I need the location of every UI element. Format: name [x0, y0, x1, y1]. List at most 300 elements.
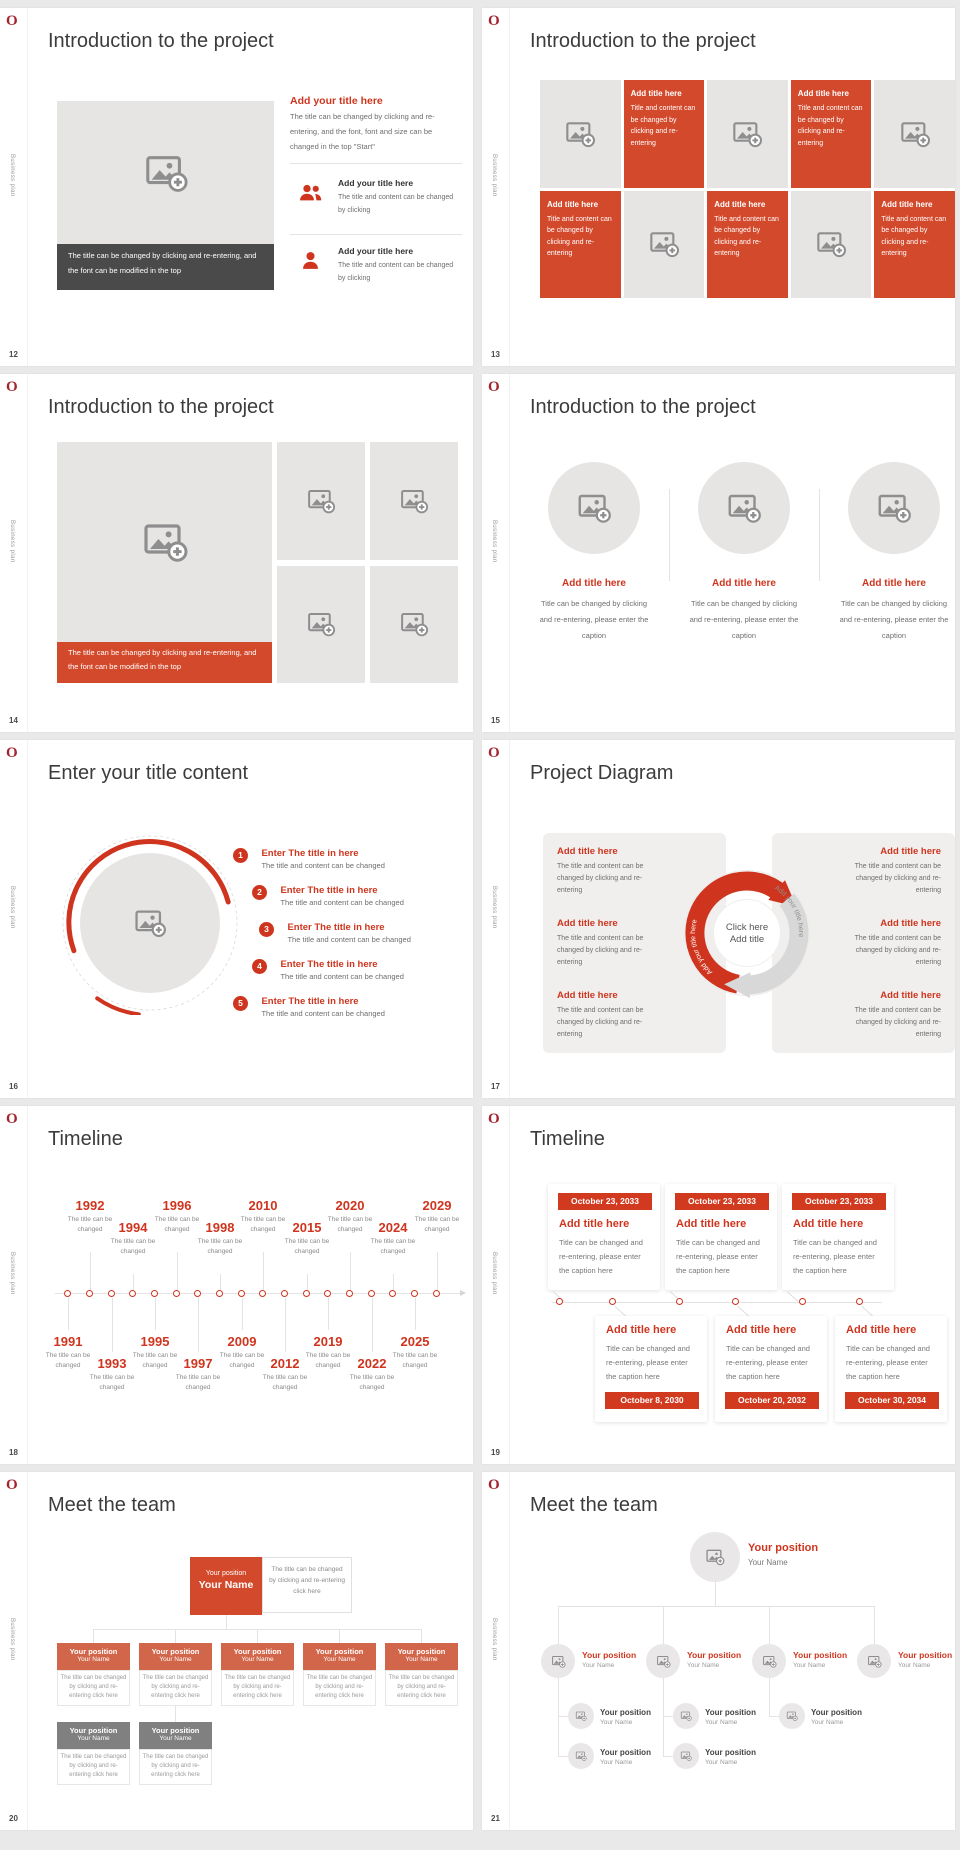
numbered-item [259, 922, 411, 947]
cell-body: Title and content can be changed by clicking and re-entering [547, 215, 612, 258]
timeline-dot [86, 1290, 93, 1297]
org-member-box [139, 1643, 212, 1670]
image-placeholder [848, 462, 940, 554]
item-title: Enter The title in here [287, 922, 385, 933]
connector-line [372, 1298, 373, 1352]
cell-body: Title and content can be changed by clicking and re-entering [881, 215, 947, 258]
step-number-badge: 5 [233, 996, 248, 1011]
item-title: Enter The title in here [261, 996, 359, 1007]
avatar [690, 1532, 740, 1582]
year-label: 2024 [378, 1220, 408, 1235]
year-caption: The title can be changed [392, 1352, 438, 1370]
grid-text-cell [791, 80, 872, 188]
timeline-entry [384, 1334, 446, 1372]
image-placeholder [548, 462, 640, 554]
connector-line [198, 1298, 199, 1352]
connector-line [558, 1606, 874, 1607]
connector-line [257, 1629, 258, 1643]
slide-number: 18 [9, 1448, 18, 1457]
column-body: Title can be changed by clicking and re-entering, please enter the caption [539, 599, 649, 640]
position-label: Your position [600, 1708, 651, 1717]
connector-line [437, 1252, 438, 1290]
org-member-box-gray [57, 1722, 130, 1749]
slide-title: Meet the team [48, 1494, 176, 1516]
image-placeholder-icon [399, 609, 429, 639]
name-label: Your Name [198, 1579, 254, 1591]
date-badge: October 8, 2030 [605, 1392, 699, 1409]
year-caption: The title can be changed [89, 1374, 135, 1392]
team-icon [298, 182, 323, 203]
position-label: Your position [69, 1647, 118, 1656]
position-label: Your position [233, 1647, 282, 1656]
year-label: 1997 [183, 1356, 213, 1371]
year-label: 1994 [118, 1220, 148, 1235]
position-label: Your position [582, 1650, 637, 1660]
image-placeholder-icon [575, 1750, 587, 1762]
diagram-center-label: Add title [729, 934, 765, 945]
connector-line [663, 1678, 664, 1756]
item-body: The title and content can be changed [261, 861, 385, 870]
connector-line [663, 1606, 664, 1644]
sidebar-divider [27, 374, 28, 732]
year-label: 2025 [400, 1334, 430, 1349]
step-number-badge: 1 [233, 848, 248, 863]
column-body: Title can be changed by clicking and re-entering, please enter the caption [839, 599, 949, 640]
position-label: Your position [705, 1748, 756, 1757]
year-label: 1992 [75, 1198, 105, 1213]
brand-logo-icon: O [488, 1477, 500, 1493]
avatar [568, 1743, 594, 1769]
name-label: Your Name [687, 1662, 720, 1669]
timeline-dot [411, 1290, 418, 1297]
circle-diagram [55, 825, 245, 1015]
sidebar-label: Business plan [491, 1618, 497, 1661]
panel-item-title: Add title here [880, 846, 941, 857]
year-label: 2009 [227, 1334, 257, 1349]
timeline-dot [346, 1290, 353, 1297]
image-placeholder-icon [564, 118, 596, 150]
connector-line [663, 1756, 673, 1757]
year-caption: The title can be changed [370, 1238, 416, 1256]
connector-line [421, 1629, 422, 1643]
image-placeholder [874, 80, 955, 188]
org-member-box-gray [139, 1722, 212, 1749]
slide-title: Meet the team [530, 1494, 658, 1516]
name-label: Your Name [748, 1558, 788, 1567]
cell-title: Add title here [797, 89, 849, 98]
item-body: The title and content can be changed [261, 1009, 385, 1018]
panel-item-body: The title and content can be changed by clicking and re-entering [854, 935, 941, 966]
card-body: Title can be changed and re-entering, please enter the caption here [846, 1344, 930, 1381]
item-title: Enter The title in here [280, 885, 378, 896]
card-title: Add title here [559, 1218, 630, 1230]
org-member-box [303, 1643, 376, 1670]
position-label: Your position [151, 1726, 200, 1735]
slide-title: Enter your title content [48, 762, 249, 784]
timeline-dot [259, 1290, 266, 1297]
connector-line [263, 1252, 264, 1290]
sidebar-label: Business plan [491, 886, 497, 929]
connector-line [285, 1298, 286, 1352]
slide-title: Introduction to the project [48, 30, 274, 52]
item-title: Enter The title in here [280, 959, 378, 970]
image-placeholder-icon [399, 486, 429, 516]
timeline-dot [799, 1298, 806, 1305]
image-placeholder [624, 191, 705, 299]
image-placeholder-icon [306, 486, 336, 516]
date-badge: October 30, 2034 [845, 1392, 939, 1409]
arrow-label: Add your title here [689, 918, 714, 976]
position-label: Your position [315, 1647, 364, 1656]
position-label: Your position [748, 1542, 819, 1554]
timeline-dot [129, 1290, 136, 1297]
image-placeholder [277, 442, 365, 560]
member-note: The title can be changed by clicking and re-entering click here [57, 1749, 130, 1785]
image-placeholder [370, 442, 458, 560]
grid-text-cell [624, 80, 705, 188]
avatar [673, 1703, 699, 1729]
connector-line [155, 1298, 156, 1330]
image-placeholder-icon [141, 518, 189, 566]
connector-line [112, 1298, 113, 1352]
name-label: Your Name [811, 1719, 844, 1726]
timeline-axis [552, 1302, 882, 1303]
diagram-center-label: Click here [725, 922, 769, 933]
sidebar-divider [509, 1472, 510, 1830]
timeline-dot [173, 1290, 180, 1297]
sidebar-divider [509, 740, 510, 1098]
cell-title: Add title here [714, 199, 766, 209]
card-body: Title can be changed and re-entering, please enter the caption here [726, 1344, 810, 1381]
column-title: Add title here [862, 578, 926, 589]
name-label: Your Name [241, 1656, 274, 1663]
timeline-dot [368, 1290, 375, 1297]
column-body: Title can be changed by clicking and re-entering, please enter the caption [689, 599, 799, 640]
cell-title: Add title here [881, 199, 933, 209]
timeline-card [548, 1184, 660, 1290]
year-caption: The title can be changed [219, 1352, 265, 1370]
year-caption: The title can be changed [154, 1216, 200, 1234]
divider [290, 234, 462, 235]
section-heading: Add your title here [290, 95, 383, 107]
year-label: 1995 [140, 1334, 170, 1349]
grid-text-cell [707, 191, 788, 299]
slide-13-thumbnail[interactable] [482, 8, 955, 366]
image-placeholder [540, 80, 621, 188]
step-number-badge: 3 [259, 922, 274, 937]
card-title: Add title here [846, 1324, 917, 1336]
item-body: The title and content can be changed [280, 972, 404, 981]
avatar [541, 1644, 575, 1678]
position-label: Your position [151, 1647, 200, 1656]
position-label: Your position [898, 1650, 953, 1660]
year-label: 1991 [53, 1334, 83, 1349]
date-badge: October 20, 2032 [725, 1392, 819, 1409]
name-label: Your Name [705, 1759, 738, 1766]
position-label: Your position [705, 1708, 756, 1717]
year-caption: The title can be changed [305, 1352, 351, 1370]
year-label: 2012 [270, 1356, 300, 1371]
member-note: The title can be changed by clicking and re-entering click here [139, 1670, 212, 1706]
year-caption: The title can be changed [45, 1352, 91, 1370]
year-caption: The title can be changed [327, 1216, 373, 1234]
year-label: 2022 [357, 1356, 387, 1371]
avatar [779, 1703, 805, 1729]
timeline-dot [856, 1298, 863, 1305]
slide-number: 17 [491, 1082, 500, 1091]
numbered-item [233, 996, 385, 1021]
sidebar-divider [27, 1106, 28, 1464]
panel-item-body: The title and content can be changed by clicking and re-entering [557, 863, 644, 894]
slide-number: 12 [9, 350, 18, 359]
year-label: 1996 [162, 1198, 192, 1213]
position-label: Your position [600, 1748, 651, 1757]
slide-15-thumbnail[interactable] [482, 374, 955, 732]
circular-arrow-diagram [677, 863, 817, 1003]
sidebar-label: Business plan [491, 1252, 497, 1295]
sidebar-divider [509, 8, 510, 366]
connector-line [558, 1716, 568, 1717]
item-title: Enter The title in here [261, 848, 359, 859]
image-placeholder-icon [680, 1750, 692, 1762]
divider [819, 489, 820, 581]
item-body: The title and content can be changed by clicking [338, 262, 454, 282]
org-member-box [57, 1643, 130, 1670]
name-label: Your Name [600, 1759, 633, 1766]
avatar [673, 1743, 699, 1769]
divider [669, 489, 670, 581]
image-placeholder [370, 566, 458, 684]
grid-text-cell [874, 191, 955, 299]
timeline-card [665, 1184, 777, 1290]
slide-16-thumbnail[interactable] [0, 740, 473, 1098]
step-number-badge: 4 [252, 959, 267, 974]
timeline-card [782, 1184, 894, 1290]
timeline-dot [281, 1290, 288, 1297]
cell-body: Title and content can be changed by clicking and re-entering [714, 215, 779, 258]
slide-19-thumbnail[interactable] [482, 1106, 955, 1464]
image-placeholder [698, 462, 790, 554]
sidebar-label: Business plan [491, 154, 497, 197]
slide-12-thumbnail[interactable] [0, 8, 473, 366]
slide-18-thumbnail[interactable] [0, 1106, 473, 1464]
name-label: Your Name [898, 1662, 931, 1669]
year-label: 2029 [422, 1198, 452, 1213]
connector-line [769, 1716, 779, 1717]
arrow-label: Add your title here [773, 884, 805, 938]
sidebar-divider [509, 1106, 510, 1464]
image-placeholder-icon [143, 150, 189, 196]
connector-line [663, 1716, 673, 1717]
brand-logo-icon: O [6, 13, 18, 29]
slide-number: 16 [9, 1082, 18, 1091]
connector-line [328, 1298, 329, 1330]
panel-item-title: Add title here [557, 846, 618, 857]
org-member-box [385, 1643, 458, 1670]
brand-logo-icon: O [488, 745, 500, 761]
axis-arrow-icon [460, 1290, 466, 1296]
card-title: Add title here [726, 1324, 797, 1336]
card-title: Add title here [793, 1218, 864, 1230]
slide-title: Introduction to the project [530, 396, 756, 418]
slide-number: 21 [491, 1814, 500, 1823]
connector-line [90, 1252, 91, 1290]
item-body: The title and content can be changed [287, 935, 411, 944]
year-caption: The title can be changed [175, 1374, 221, 1392]
connector-line [558, 1678, 559, 1756]
image-placeholder-icon [656, 1654, 671, 1669]
slide-number: 14 [9, 716, 18, 725]
brand-logo-icon: O [488, 379, 500, 395]
timeline-dot [433, 1290, 440, 1297]
sidebar-label: Business plan [9, 886, 15, 929]
numbered-item [252, 959, 404, 984]
slide-number: 13 [491, 350, 500, 359]
connector-line [242, 1298, 243, 1330]
connector-line [175, 1629, 176, 1643]
timeline-card [715, 1316, 827, 1422]
connector-line [175, 1706, 176, 1722]
timeline-entry [406, 1198, 468, 1236]
connector-line [874, 1606, 875, 1644]
timeline-dot [609, 1298, 616, 1305]
member-note: The title can be changed by clicking and re-entering click here [57, 1670, 130, 1706]
card-body: Title can be changed and re-entering, please enter the caption here [559, 1238, 643, 1275]
connector-line [769, 1606, 770, 1644]
member-note: The title can be changed by clicking and re-entering click here [139, 1749, 212, 1785]
sidebar-label: Business plan [9, 520, 15, 563]
connector-line [558, 1756, 568, 1757]
connector-line [415, 1298, 416, 1330]
sidebar-label: Business plan [9, 1618, 15, 1661]
image-caption: The title can be changed by clicking and re-entering, and the font can be modified in the top [57, 642, 272, 683]
slide-14-thumbnail[interactable] [0, 374, 473, 732]
timeline-dot [151, 1290, 158, 1297]
panel-item-title: Add title here [880, 990, 941, 1001]
image-placeholder [791, 191, 872, 299]
position-label: Your position [397, 1647, 446, 1656]
slide-title: Timeline [48, 1128, 123, 1150]
card-body: Title can be changed and re-entering, please enter the caption here [606, 1344, 690, 1381]
image-placeholder [57, 101, 274, 244]
connector-line [715, 1582, 716, 1606]
year-caption: The title can be changed [132, 1352, 178, 1370]
brand-logo-icon: O [488, 13, 500, 29]
numbered-item [252, 885, 404, 910]
avatar [646, 1644, 680, 1678]
sidebar-label: Business plan [9, 1252, 15, 1295]
cell-title: Add title here [547, 199, 599, 209]
image-placeholder [57, 442, 272, 642]
cell-title: Add title here [630, 89, 682, 98]
column-title: Add title here [562, 578, 626, 589]
timeline-dot [64, 1290, 71, 1297]
slide-number: 15 [491, 716, 500, 725]
name-label: Your Name [582, 1662, 615, 1669]
avatar [568, 1703, 594, 1729]
connector-line [68, 1298, 69, 1330]
position-label: Your position [793, 1650, 848, 1660]
year-label: 2020 [335, 1198, 365, 1213]
feature-column [534, 462, 654, 644]
slide-21-thumbnail[interactable] [482, 1472, 955, 1830]
name-label: Your Name [159, 1656, 192, 1663]
connector-line [220, 1274, 221, 1290]
slide-17-thumbnail[interactable] [482, 740, 955, 1098]
grid-text-cell [540, 191, 621, 299]
year-label: 2010 [248, 1198, 278, 1213]
name-label: Your Name [159, 1735, 192, 1742]
photo-grid [277, 442, 458, 683]
year-caption: The title can be changed [67, 1216, 113, 1234]
year-label: 2019 [313, 1334, 343, 1349]
image-placeholder-icon [867, 1654, 882, 1669]
sidebar-label: Business plan [491, 520, 497, 563]
person-icon [300, 250, 321, 271]
image-placeholder-icon [786, 1710, 798, 1722]
sidebar-divider [27, 740, 28, 1098]
year-caption: The title can be changed [197, 1238, 243, 1256]
connector-line [787, 1291, 799, 1302]
panel-item-body: The title and content can be changed by clicking and re-entering [557, 1007, 644, 1038]
image-placeholder-icon [762, 1654, 777, 1669]
name-label: Your Name [77, 1656, 110, 1663]
sidebar-divider [509, 374, 510, 732]
connector-line [177, 1252, 178, 1290]
sidebar-label: Business plan [9, 154, 15, 197]
cell-body: Title and content can be changed by clicking and re-entering [630, 105, 696, 147]
date-badge: October 23, 2033 [558, 1193, 652, 1210]
connector-line [769, 1678, 770, 1716]
year-label: 1998 [205, 1220, 235, 1235]
slide-20-thumbnail[interactable] [0, 1472, 473, 1830]
feature-column [684, 462, 804, 644]
timeline-dot [389, 1290, 396, 1297]
member-note: The title can be changed by clicking and re-entering click here [303, 1670, 376, 1706]
connector-line [226, 1615, 227, 1629]
brand-logo-icon: O [6, 379, 18, 395]
timeline-axis [55, 1293, 460, 1294]
sidebar-divider [27, 8, 28, 366]
photo-grid [540, 80, 955, 298]
numbered-item [233, 848, 385, 873]
connector-line [393, 1274, 394, 1290]
item-body: The title and content can be changed by clicking [338, 194, 454, 214]
image-placeholder-icon [551, 1654, 566, 1669]
image-placeholder-icon [815, 228, 847, 260]
connector-line [558, 1606, 559, 1644]
card-body: Title can be changed and re-entering, please enter the caption here [793, 1238, 877, 1275]
image-placeholder-icon [731, 118, 763, 150]
org-note-box: The title can be changed by clicking and re-entering click here [262, 1557, 352, 1613]
image-placeholder [277, 566, 365, 684]
panel-item-title: Add title here [557, 918, 618, 929]
panel-item-title: Add title here [880, 918, 941, 929]
name-label: Your Name [600, 1719, 633, 1726]
slide-title: Project Diagram [530, 762, 674, 784]
image-placeholder-icon [726, 490, 762, 526]
year-label: 2015 [292, 1220, 322, 1235]
section-body: The title can be changed by clicking and re-entering, and the font, font and size can be changed in the top "Start" [290, 112, 435, 151]
timeline-dot [303, 1290, 310, 1297]
cell-body: Title and content can be changed by clicking and re-entering [797, 105, 863, 147]
year-caption: The title can be changed [414, 1216, 460, 1234]
date-badge: October 23, 2033 [675, 1193, 769, 1210]
image-placeholder-icon [575, 1710, 587, 1722]
position-label: Your position [69, 1726, 118, 1735]
item-body: The title and content can be changed [280, 898, 404, 907]
step-number-badge: 2 [252, 885, 267, 900]
